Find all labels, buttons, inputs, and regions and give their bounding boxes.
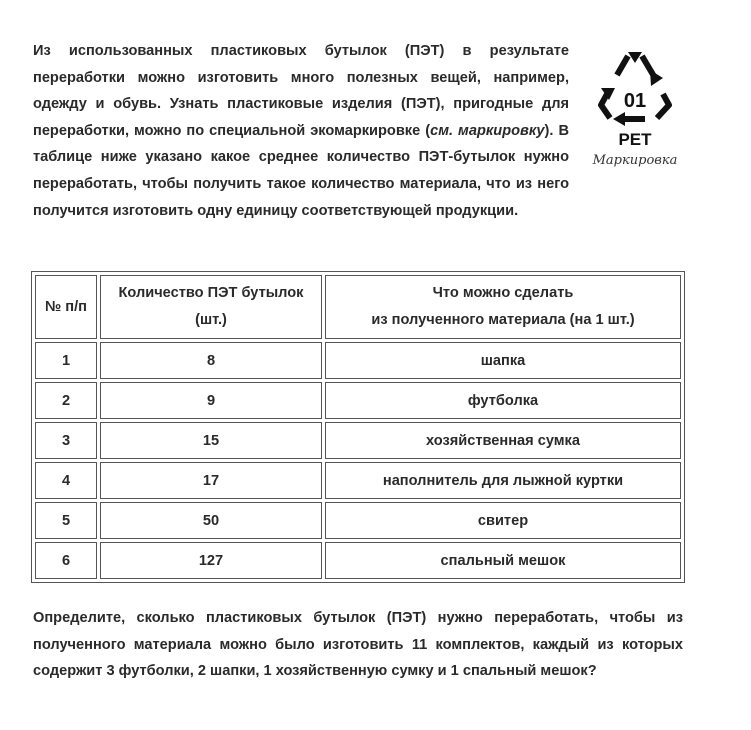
cell-number: 4: [35, 462, 97, 499]
bottles-table-container: [31, 271, 685, 583]
pet-recycling-mark: [587, 48, 683, 190]
cell-product: наполнитель для лыжной куртки: [325, 462, 681, 499]
table-row: [35, 502, 681, 539]
marking-reference: см. маркировку: [430, 122, 545, 139]
material-label: PET: [618, 130, 652, 149]
cell-product: хозяйственная сумка: [325, 422, 681, 459]
resin-code: 01: [623, 90, 647, 112]
header-product: Что можно сделать из полученного материала (на 1 шт.): [325, 275, 681, 339]
header-bottles: Количество ПЭТ бутылок (шт.): [100, 275, 322, 339]
cell-bottles: 17: [100, 462, 322, 499]
cell-bottles: 50: [100, 502, 322, 539]
logo-caption: Маркировка: [592, 153, 678, 168]
intro-text-part2: ). В таблице ниже указано какое среднее количество ПЭТ-бутылок нужно переработать, чтобы получить такое количество материала, что из него получится изготовить одну единицу соответствующей продукции.: [33, 122, 569, 219]
cell-number: 2: [35, 382, 97, 419]
cell-bottles: 8: [100, 342, 322, 379]
cell-number: 6: [35, 542, 97, 579]
cell-product: свитер: [325, 502, 681, 539]
cell-bottles: 15: [100, 422, 322, 459]
table-row: [35, 382, 681, 419]
cell-number: 1: [35, 342, 97, 379]
intro-text-part1: Из использованных пластиковых бутылок (ПЭТ) в результате переработки можно изготовить много полезных вещей, например, одежду и обувь. Узнать пластиковые изделия (ПЭТ), пригодные для переработки, можно по специальной экомаркировке (: [33, 43, 569, 139]
cell-product: спальный мешок: [325, 542, 681, 579]
question-text: Определите, сколько пластиковых бутылок (ПЭТ) нужно переработать, чтобы из полученного материала можно было изготовить 11 комплектов, каждый из которых содержит 3 футболки, 2 шапки, 1 хозяйственную сумку и 1 спальный мешок?: [33, 610, 683, 680]
bottles-table: [31, 271, 685, 583]
table-row: [35, 422, 681, 459]
cell-number: 3: [35, 422, 97, 459]
table-row: [35, 542, 681, 579]
cell-number: 5: [35, 502, 97, 539]
cell-bottles: 127: [100, 542, 322, 579]
intro-paragraph: [33, 38, 683, 224]
table-header-row: [35, 275, 681, 339]
cell-bottles: 9: [100, 382, 322, 419]
header-number: № п/п: [35, 275, 97, 339]
table-row: [35, 462, 681, 499]
cell-product: футболка: [325, 382, 681, 419]
question-paragraph: [33, 605, 683, 685]
cell-product: шапка: [325, 342, 681, 379]
table-row: [35, 342, 681, 379]
